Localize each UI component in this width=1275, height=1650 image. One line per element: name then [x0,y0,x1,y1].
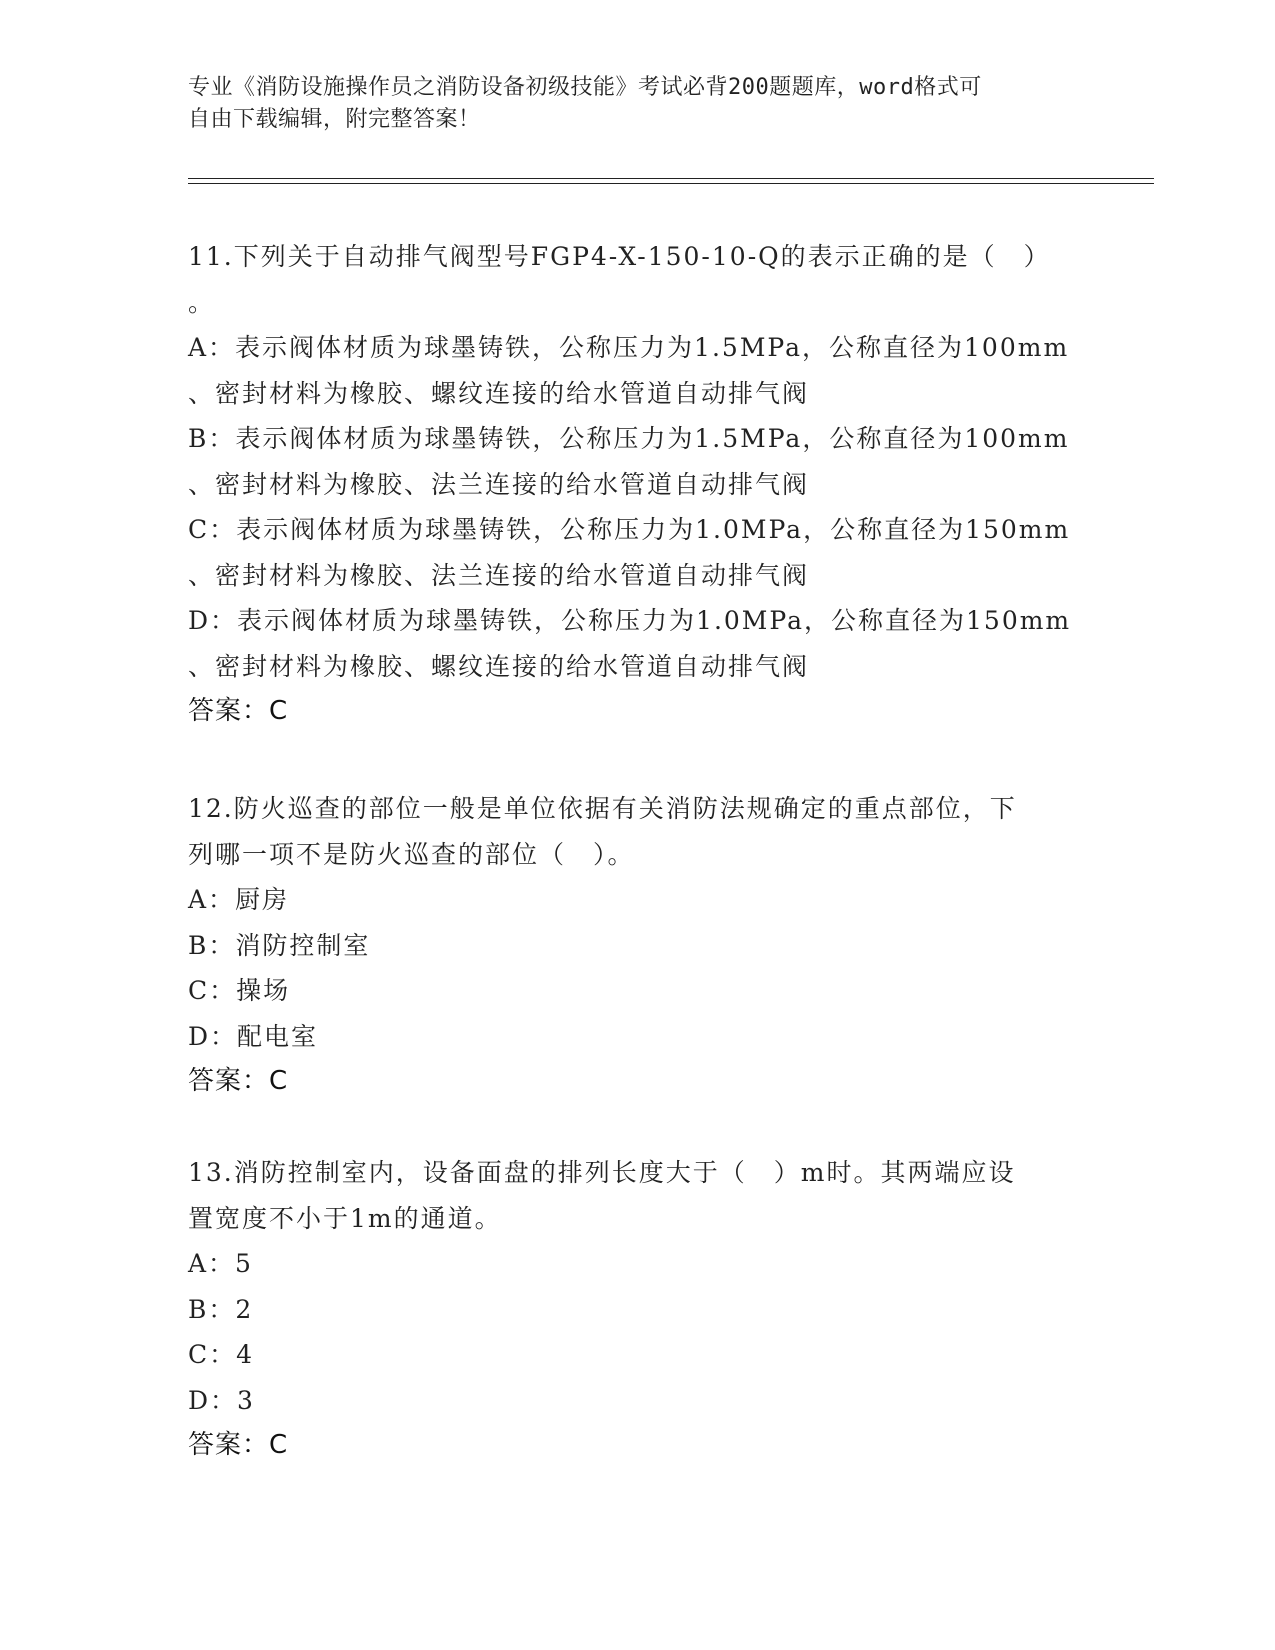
option-c: C：操场 [188,976,291,1005]
option-c-line-2: 、密封材料为橡胶、法兰连接的给水管道自动排气阀 [188,560,810,590]
option-b: B：2 [188,1294,254,1324]
question-stem-line: 13.消防控制室内，设备面盘的排列长度大于（ ）m时。其两端应设 [188,1158,1016,1187]
option-b-line-2: 、密封材料为橡胶、法兰连接的给水管道自动排气阀 [188,469,810,499]
option-b: B：消防控制室 [188,930,371,960]
question-stem-line: 置宽度不小于1m的通道。 [188,1203,502,1233]
header-line-2: 自由下载编辑，附完整答案！ [188,107,481,132]
option-d: D：配电室 [188,1021,319,1051]
option-a: A：厨房 [188,885,290,914]
question-12 [188,786,1088,1105]
document-header [188,72,1088,136]
option-c-line-1: C：表示阀体材质为球墨铸铁，公称压力为1.0MPa，公称直径为150mm [188,515,1071,544]
answer-label: 答案：C [188,696,289,726]
question-stem-line: 。 [188,287,216,317]
option-d-line-1: D：表示阀体材质为球墨铸铁，公称压力为1.0MPa，公称直径为150mm [188,606,1072,635]
option-a-line-2: 、密封材料为橡胶、螺纹连接的给水管道自动排气阀 [188,378,810,408]
option-d-line-2: 、密封材料为橡胶、螺纹连接的给水管道自动排气阀 [188,651,810,681]
header-divider-top [188,178,1154,179]
header-line-1: 专业《消防设施操作员之消防设备初级技能》考试必背200题题库，word格式可 [188,75,982,100]
option-a: A：5 [188,1249,253,1278]
answer-label: 答案：C [188,1430,289,1460]
question-11 [188,234,1088,735]
option-a-line-1: A：表示阀体材质为球墨铸铁，公称压力为1.5MPa，公称直径为100mm [188,333,1070,362]
question-stem-line: 列哪一项不是防火巡查的部位（ ）。 [188,839,635,869]
option-b-line-1: B：表示阀体材质为球墨铸铁，公称压力为1.5MPa，公称直径为100mm [188,424,1070,453]
answer-label: 答案：C [188,1066,289,1096]
option-d: D：3 [188,1385,255,1415]
header-divider-bottom [188,183,1154,184]
question-stem-line: 11.下列关于自动排气阀型号FGP4-X-150-10-Q的表示正确的是（ ） [188,242,1051,271]
option-c: C：4 [188,1340,255,1369]
question-13 [188,1150,1088,1469]
question-stem-line: 12.防火巡查的部位一般是单位依据有关消防法规确定的重点部位，下 [188,794,1017,823]
